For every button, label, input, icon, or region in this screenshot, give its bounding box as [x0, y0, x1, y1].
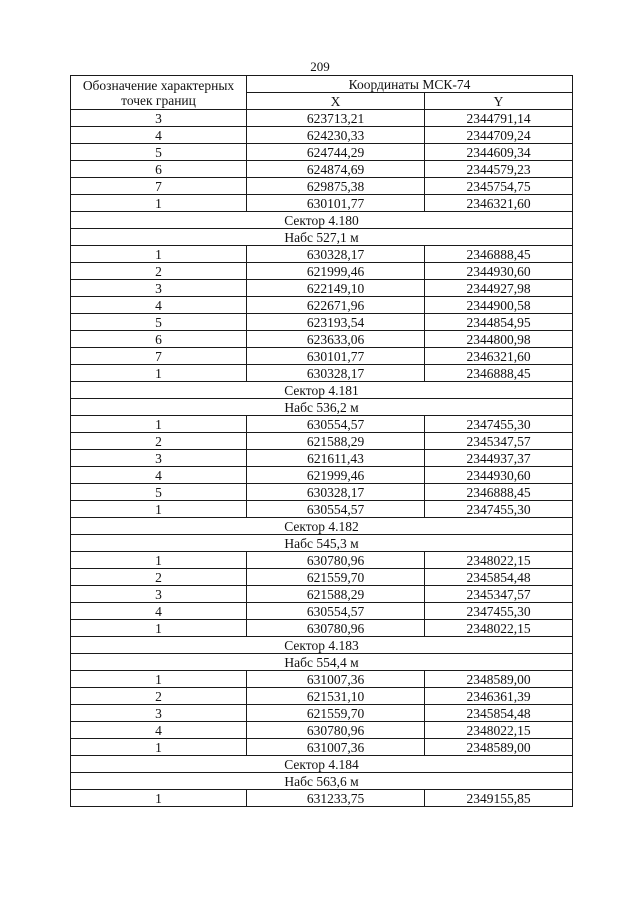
point-number-cell: 4 — [71, 722, 247, 739]
x-coordinate-cell: 621531,10 — [247, 688, 425, 705]
point-number-cell: 2 — [71, 569, 247, 586]
point-number-cell: 4 — [71, 467, 247, 484]
x-coordinate-cell: 630101,77 — [247, 348, 425, 365]
table-row — [71, 603, 573, 620]
point-number-cell: 3 — [71, 705, 247, 722]
table-row — [71, 127, 573, 144]
x-coordinate-cell: 623713,21 — [247, 110, 425, 127]
table-row — [71, 569, 573, 586]
x-coordinate-cell: 624874,69 — [247, 161, 425, 178]
x-coordinate-cell: 629875,38 — [247, 178, 425, 195]
x-coordinate-cell: 624230,33 — [247, 127, 425, 144]
x-coordinate-cell: 630780,96 — [247, 552, 425, 569]
y-coordinate-cell: 2348022,15 — [425, 722, 573, 739]
section-label: Сектор 4.182 — [71, 518, 573, 535]
point-number-cell: 1 — [71, 620, 247, 637]
x-coordinate-cell: 631007,36 — [247, 671, 425, 688]
point-number-cell: 4 — [71, 603, 247, 620]
table-row — [71, 331, 573, 348]
y-coordinate-cell: 2348589,00 — [425, 671, 573, 688]
y-coordinate-cell: 2346321,60 — [425, 348, 573, 365]
x-coordinate-cell: 621559,70 — [247, 705, 425, 722]
x-coordinate-cell: 630554,57 — [247, 416, 425, 433]
point-number-cell: 3 — [71, 110, 247, 127]
x-coordinate-cell: 621999,46 — [247, 467, 425, 484]
section-label: Сектор 4.183 — [71, 637, 573, 654]
y-coordinate-cell: 2344900,58 — [425, 297, 573, 314]
point-number-cell: 5 — [71, 314, 247, 331]
point-designation-header: Обозначение характерных точек границ — [71, 76, 247, 110]
y-coordinate-cell: 2344930,60 — [425, 263, 573, 280]
x-column-header: X — [247, 93, 425, 110]
y-coordinate-cell: 2344927,98 — [425, 280, 573, 297]
y-coordinate-cell: 2346888,45 — [425, 365, 573, 382]
y-coordinate-cell: 2346888,45 — [425, 246, 573, 263]
section-row — [71, 535, 573, 552]
point-number-cell: 1 — [71, 416, 247, 433]
y-coordinate-cell: 2349155,85 — [425, 790, 573, 807]
coordinates-table — [70, 75, 573, 807]
x-coordinate-cell: 621588,29 — [247, 586, 425, 603]
table-row — [71, 484, 573, 501]
x-coordinate-cell: 624744,29 — [247, 144, 425, 161]
section-row — [71, 399, 573, 416]
table-row — [71, 297, 573, 314]
table-row — [71, 790, 573, 807]
page-number: 209 — [310, 59, 330, 74]
y-coordinate-cell: 2344609,34 — [425, 144, 573, 161]
x-coordinate-cell: 631007,36 — [247, 739, 425, 756]
y-coordinate-cell: 2344854,95 — [425, 314, 573, 331]
y-coordinate-cell: 2345854,48 — [425, 705, 573, 722]
x-coordinate-cell: 631233,75 — [247, 790, 425, 807]
section-label: Набс 563,6 м — [71, 773, 573, 790]
table-row — [71, 467, 573, 484]
x-coordinate-cell: 630328,17 — [247, 484, 425, 501]
x-coordinate-cell: 630101,77 — [247, 195, 425, 212]
y-coordinate-cell: 2345347,57 — [425, 586, 573, 603]
x-coordinate-cell: 621999,46 — [247, 263, 425, 280]
y-coordinate-cell: 2345754,75 — [425, 178, 573, 195]
section-row — [71, 756, 573, 773]
y-coordinate-cell: 2344800,98 — [425, 331, 573, 348]
section-row — [71, 654, 573, 671]
point-number-cell: 2 — [71, 688, 247, 705]
y-coordinate-cell: 2345347,57 — [425, 433, 573, 450]
section-row — [71, 518, 573, 535]
y-column-header: Y — [425, 93, 573, 110]
point-number-cell: 1 — [71, 501, 247, 518]
x-coordinate-cell: 630780,96 — [247, 620, 425, 637]
table-row — [71, 348, 573, 365]
y-coordinate-cell: 2346888,45 — [425, 484, 573, 501]
y-coordinate-cell: 2344791,14 — [425, 110, 573, 127]
x-coordinate-cell: 621611,43 — [247, 450, 425, 467]
y-coordinate-cell: 2346361,39 — [425, 688, 573, 705]
table-row — [71, 586, 573, 603]
table-row — [71, 501, 573, 518]
table-row — [71, 433, 573, 450]
point-number-cell: 5 — [71, 144, 247, 161]
table-row — [71, 365, 573, 382]
point-number-cell: 1 — [71, 739, 247, 756]
x-coordinate-cell: 630780,96 — [247, 722, 425, 739]
section-row — [71, 773, 573, 790]
point-number-cell: 6 — [71, 331, 247, 348]
y-coordinate-cell: 2347455,30 — [425, 416, 573, 433]
y-coordinate-cell: 2344930,60 — [425, 467, 573, 484]
point-number-cell: 4 — [71, 297, 247, 314]
point-number-cell: 2 — [71, 263, 247, 280]
section-row — [71, 637, 573, 654]
y-coordinate-cell: 2347455,30 — [425, 603, 573, 620]
table-row — [71, 450, 573, 467]
x-coordinate-cell: 630554,57 — [247, 501, 425, 518]
y-coordinate-cell: 2348022,15 — [425, 552, 573, 569]
table-row — [71, 314, 573, 331]
y-coordinate-cell: 2344937,37 — [425, 450, 573, 467]
x-coordinate-cell: 621588,29 — [247, 433, 425, 450]
point-number-cell: 1 — [71, 552, 247, 569]
point-number-cell: 1 — [71, 365, 247, 382]
table-row — [71, 263, 573, 280]
table-row — [71, 620, 573, 637]
y-coordinate-cell: 2348589,00 — [425, 739, 573, 756]
table-body — [71, 110, 573, 807]
table-row — [71, 722, 573, 739]
section-label: Сектор 4.180 — [71, 212, 573, 229]
point-number-cell: 1 — [71, 195, 247, 212]
point-number-cell: 2 — [71, 433, 247, 450]
table-row — [71, 671, 573, 688]
point-number-cell: 1 — [71, 246, 247, 263]
x-coordinate-cell: 622149,10 — [247, 280, 425, 297]
y-coordinate-cell: 2344579,23 — [425, 161, 573, 178]
x-coordinate-cell: 630554,57 — [247, 603, 425, 620]
point-number-cell: 1 — [71, 790, 247, 807]
coordinate-system-header: Координаты МСК-74 — [247, 76, 573, 93]
point-number-cell: 3 — [71, 280, 247, 297]
x-coordinate-cell: 621559,70 — [247, 569, 425, 586]
table-row — [71, 552, 573, 569]
point-number-cell: 3 — [71, 450, 247, 467]
table-row — [71, 144, 573, 161]
x-coordinate-cell: 630328,17 — [247, 365, 425, 382]
x-coordinate-cell: 623193,54 — [247, 314, 425, 331]
point-number-cell: 4 — [71, 127, 247, 144]
table-row — [71, 739, 573, 756]
table-row — [71, 178, 573, 195]
x-coordinate-cell: 623633,06 — [247, 331, 425, 348]
point-number-cell: 1 — [71, 671, 247, 688]
section-label: Набс 554,4 м — [71, 654, 573, 671]
section-label: Сектор 4.184 — [71, 756, 573, 773]
point-number-cell: 5 — [71, 484, 247, 501]
table-row — [71, 688, 573, 705]
y-coordinate-cell: 2347455,30 — [425, 501, 573, 518]
point-number-cell: 7 — [71, 348, 247, 365]
section-row — [71, 382, 573, 399]
table-row — [71, 246, 573, 263]
y-coordinate-cell: 2346321,60 — [425, 195, 573, 212]
x-coordinate-cell: 622671,96 — [247, 297, 425, 314]
table-row — [71, 195, 573, 212]
point-number-cell: 6 — [71, 161, 247, 178]
point-number-cell: 7 — [71, 178, 247, 195]
table-row — [71, 280, 573, 297]
section-label: Сектор 4.181 — [71, 382, 573, 399]
table-header — [71, 76, 573, 110]
x-coordinate-cell: 630328,17 — [247, 246, 425, 263]
y-coordinate-cell: 2348022,15 — [425, 620, 573, 637]
table-row — [71, 416, 573, 433]
y-coordinate-cell: 2345854,48 — [425, 569, 573, 586]
section-row — [71, 212, 573, 229]
table-row — [71, 705, 573, 722]
section-label: Набс 536,2 м — [71, 399, 573, 416]
section-label: Набс 545,3 м — [71, 535, 573, 552]
section-row — [71, 229, 573, 246]
point-number-cell: 3 — [71, 586, 247, 603]
y-coordinate-cell: 2344709,24 — [425, 127, 573, 144]
table-row — [71, 110, 573, 127]
table-row — [71, 161, 573, 178]
section-label: Набс 527,1 м — [71, 229, 573, 246]
